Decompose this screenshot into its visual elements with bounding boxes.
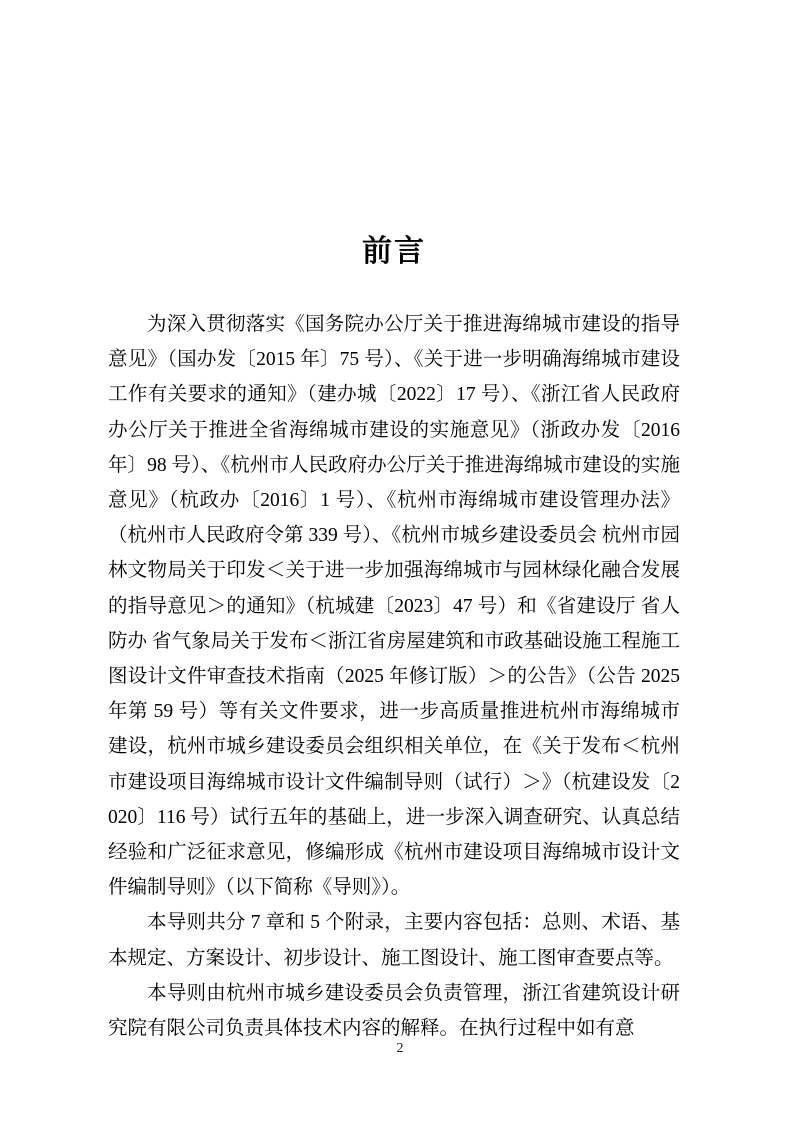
paragraph-2: 本导则共分 7 章和 5 个附录，主要内容包括：总则、术语、基本规定、方案设计、初步设计、施工图设计、施工图审查要点等。 bbox=[108, 912, 680, 969]
paragraph-1: 为深入贯彻落实《国务院办公厅关于推进海绵城市建设的指导意见》（国办发〔2015 年〕75 号）、《关于进一步明确海绵城市建设工作有关要求的通知》（建办城〔2022〕17 号）、《浙江省人民政府办公厅关于推进全省海绵城市建设的实施意见》（浙政办发〔2016 年〕98 号）、《杭州市人民政府办公厅关于推进海绵城市建设的实施意见》（杭政办〔2016〕1 号）、《杭州市海绵城市建设管理办法》（杭州市人民政府令第 339 号）、《杭州市城乡建设委员会 杭州市园林文物局关于印发＜关于进一步加强海绵城市与园林绿化融合发展的指导意见＞的通知》（杭城建〔2023〕47 号）和《省建设厅 省人防办 省气象局关于发布＜浙江省房屋建筑和市政基础设施工程施工图设计文件审查技术指南（2025 年修订版）＞的公告》（公告 2025 年第 59 号）等有关文件要求，进一步高质量推进杭州市海绵城市建设，杭州市城乡建设委员会组织相关单位，在《关于发布＜杭州市建设项目海绵城市设计文件编制导则（试行）＞》（杭建设发〔2020〕116 号）试行五年的基础上，进一步深入调查研究、认真总结经验和广泛征求意见，修编形成《杭州市建设项目海绵城市设计文件编制导则》（以下简称《导则》）。 bbox=[108, 314, 680, 899]
body-text-block bbox=[108, 307, 680, 1046]
page-number: 2 bbox=[396, 1041, 404, 1056]
paragraph-3: 本导则由杭州市城乡建设委员会负责管理，浙江省建筑设计研究院有限公司负责具体技术内容的解释。在执行过程中如有意 bbox=[108, 982, 680, 1040]
page-title: 前言 bbox=[362, 234, 426, 269]
